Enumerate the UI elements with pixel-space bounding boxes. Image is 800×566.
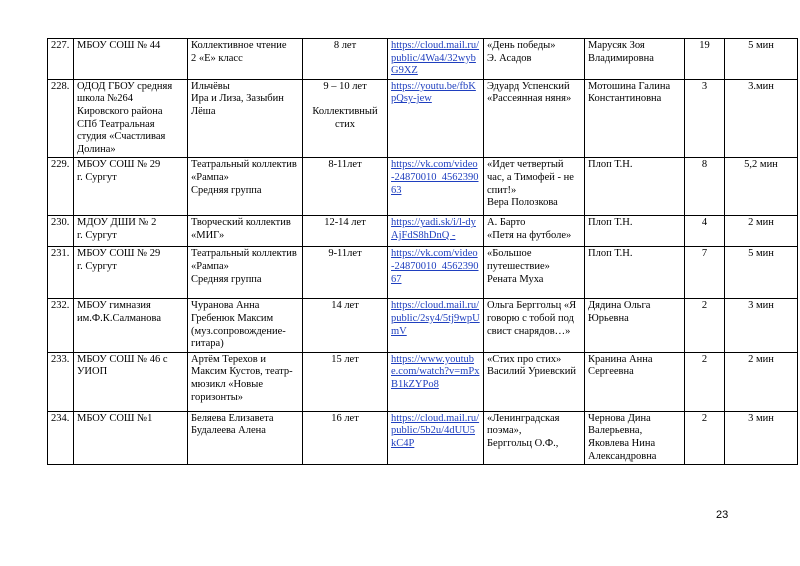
- video-link[interactable]: https://www.youtube.com/watch?v=mPxB1kZYPo8: [391, 353, 480, 390]
- video-link[interactable]: https://yadi.sk/i/l-dyAjFdS8hDnQ -: [391, 217, 476, 241]
- duration-cell: 3 мин: [725, 411, 798, 464]
- age-cell: 8-11лет: [303, 158, 388, 216]
- teacher-cell: Плоп Т.Н.: [585, 247, 685, 299]
- work-cell: «Стих про стих» Василий Уриевский: [484, 352, 585, 411]
- teacher-cell: Чернова Дина Валерьевна, Яковлева Нина Александровна: [585, 411, 685, 464]
- video-link-cell: [388, 411, 484, 464]
- count-cell: 4: [685, 216, 725, 247]
- teacher-cell: Мотошина Галина Константиновна: [585, 79, 685, 158]
- age-cell: 14 лет: [303, 299, 388, 352]
- work-cell: «Большое путешествие» Рената Муха: [484, 247, 585, 299]
- table-row: [48, 79, 798, 158]
- table-row: [48, 158, 798, 216]
- row-number: 232.: [48, 299, 74, 352]
- table-row: [48, 247, 798, 299]
- organization-cell: МБОУ СОШ № 29 г. Сургут: [74, 158, 188, 216]
- row-number: 227.: [48, 39, 74, 80]
- video-link-cell: [388, 158, 484, 216]
- video-link-cell: [388, 216, 484, 247]
- video-link-cell: [388, 79, 484, 158]
- count-cell: 3: [685, 79, 725, 158]
- table-row: [48, 39, 798, 80]
- work-cell: «День победы» Э. Асадов: [484, 39, 585, 80]
- count-cell: 8: [685, 158, 725, 216]
- video-link[interactable]: https://youtu.be/fbKpQsy-jew: [391, 80, 476, 105]
- participants-cell: Беляева Елизавета Будалеева Алена: [188, 411, 303, 464]
- participants-cell: Театральный коллектив «Рампа» Средняя группа: [188, 158, 303, 216]
- work-cell: Ольга Берггольц «Я говорю с тобой под свист снарядов…»: [484, 299, 585, 352]
- organization-cell: МДОУ ДШИ № 2 г. Сургут: [74, 216, 188, 247]
- page-number: 23: [716, 509, 729, 521]
- age-cell: 15 лет: [303, 352, 388, 411]
- organization-cell: ОДОД ГБОУ средняя школа №264 Кировского района СПб Театральная студия «Счастливая Долина»: [74, 79, 188, 158]
- video-link[interactable]: https://vk.com/video-24870010_456239063: [391, 159, 479, 196]
- age-cell: 8 лет: [303, 39, 388, 80]
- row-number: 230.: [48, 216, 74, 247]
- duration-cell: 2 мин: [725, 216, 798, 247]
- video-link-cell: [388, 39, 484, 80]
- duration-cell: 5 мин: [725, 39, 798, 80]
- row-number: 234.: [48, 411, 74, 464]
- work-cell: Эдуард Успенский «Рассеянная няня»: [484, 79, 585, 158]
- participants-cell: Творческий коллектив «МИГ»: [188, 216, 303, 247]
- count-cell: 2: [685, 352, 725, 411]
- video-link[interactable]: https://cloud.mail.ru/public/2sy4/5tj9wpUmV: [391, 300, 480, 337]
- teacher-cell: Плоп Т.Н.: [585, 216, 685, 247]
- age-cell: 9-11лет: [303, 247, 388, 299]
- age-cell: 12-14 лет: [303, 216, 388, 247]
- participants-cell: Коллективное чтение 2 «Е» класс: [188, 39, 303, 80]
- age-cell: 9 – 10 лет Коллективный стих: [303, 79, 388, 158]
- row-number: 231.: [48, 247, 74, 299]
- participants-cell: Артём Терехов и Максим Кустов, театр-мюзикл «Новые горизонты»: [188, 352, 303, 411]
- teacher-cell: Кранина Анна Сергеевна: [585, 352, 685, 411]
- participants-cell: Ильчёвы Ира и Лиза, Зазыбин Лёша: [188, 79, 303, 158]
- teacher-cell: Плоп Т.Н.: [585, 158, 685, 216]
- video-link-cell: [388, 352, 484, 411]
- organization-cell: МБОУ СОШ № 44: [74, 39, 188, 80]
- duration-cell: 2 мин: [725, 352, 798, 411]
- organization-cell: МБОУ СОШ № 29 г. Сургут: [74, 247, 188, 299]
- count-cell: 19: [685, 39, 725, 80]
- duration-cell: 3.мин: [725, 79, 798, 158]
- duration-cell: 5,2 мин: [725, 158, 798, 216]
- participants-cell: Театральный коллектив «Рампа» Средняя группа: [188, 247, 303, 299]
- video-link[interactable]: https://cloud.mail.ru/public/5b2u/4dUU5kC4P: [391, 412, 480, 449]
- teacher-cell: Дядина Ольга Юрьевна: [585, 299, 685, 352]
- duration-cell: 3 мин: [725, 299, 798, 352]
- teacher-cell: Марусяк Зоя Владимировна: [585, 39, 685, 80]
- row-number: 228.: [48, 79, 74, 158]
- organization-cell: МБОУ СОШ №1: [74, 411, 188, 464]
- table-row: [48, 299, 798, 352]
- organization-cell: МБОУ гимназия им.Ф.К.Салманова: [74, 299, 188, 352]
- count-cell: 2: [685, 411, 725, 464]
- video-link[interactable]: https://cloud.mail.ru/public/4Wa4/32wybG9XZ: [391, 40, 480, 77]
- age-cell: 16 лет: [303, 411, 388, 464]
- table-row: [48, 411, 798, 464]
- duration-cell: 5 мин: [725, 247, 798, 299]
- organization-cell: МБОУ СОШ № 46 с УИОП: [74, 352, 188, 411]
- count-cell: 2: [685, 299, 725, 352]
- video-link-cell: [388, 247, 484, 299]
- row-number: 229.: [48, 158, 74, 216]
- participants-table: [47, 38, 798, 465]
- work-cell: А. Барто «Петя на футболе»: [484, 216, 585, 247]
- table-row: [48, 216, 798, 247]
- count-cell: 7: [685, 247, 725, 299]
- table-row: [48, 352, 798, 411]
- video-link[interactable]: https://vk.com/video-24870010_456239067: [391, 248, 479, 285]
- video-link-cell: [388, 299, 484, 352]
- participants-cell: Чуранова Анна Гребенюк Максим (муз.сопровождение- гитара): [188, 299, 303, 352]
- row-number: 233.: [48, 352, 74, 411]
- work-cell: «Ленинградская поэма», Берггольц О.Ф.,: [484, 411, 585, 464]
- work-cell: «Идет четвертый час, а Тимофей - не спит!» Вера Полозкова: [484, 158, 585, 216]
